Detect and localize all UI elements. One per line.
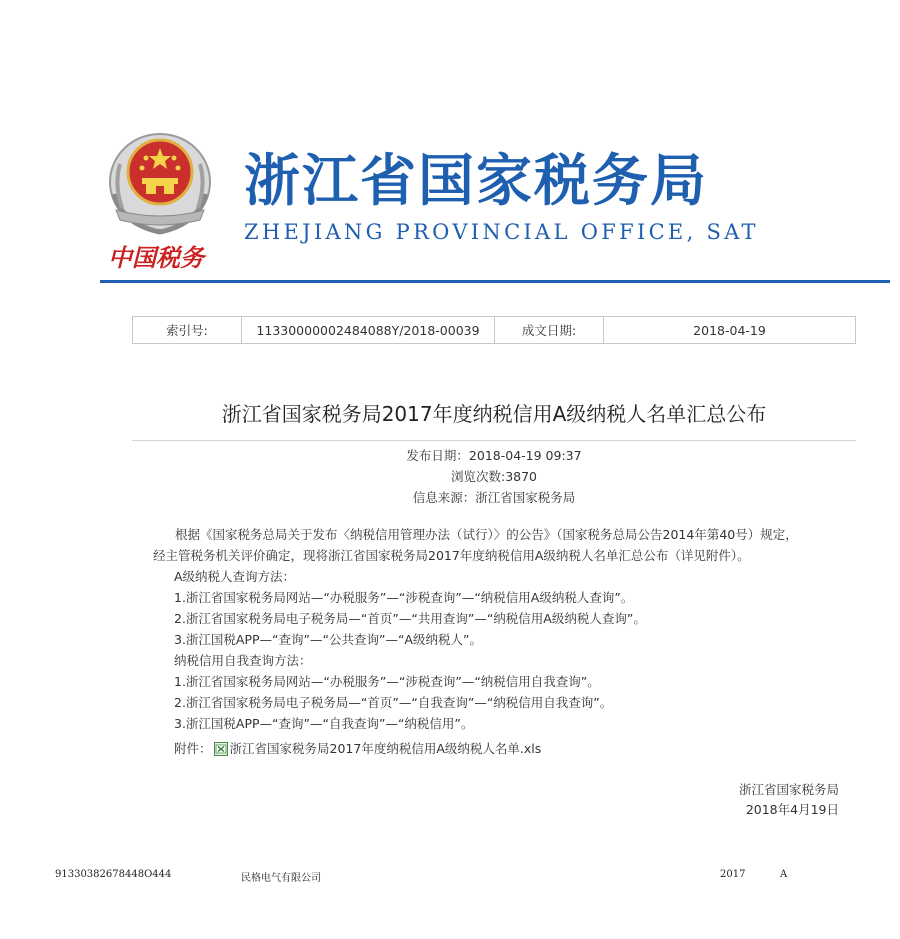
attachment-link[interactable]: 浙江省国家税务局2017年度纳税信用A级纳税人名单.xls	[229, 741, 542, 756]
national-emblem-icon	[102, 124, 218, 236]
title-divider	[132, 440, 856, 441]
header-divider	[100, 280, 890, 283]
excel-file-icon	[214, 742, 228, 756]
document-meta-table	[132, 316, 856, 344]
company-name: 民格电气有限公司	[241, 873, 321, 884]
article-intro	[153, 524, 853, 566]
list-item: 纳税信用自我查询方法：	[174, 653, 312, 668]
intro-line-1: 根据《国家税务总局关于发布〈纳税信用管理办法（试行）〉的公告》（国家税务总局公告2014年第40号）规定，	[175, 527, 798, 542]
query-method-list	[174, 566, 646, 734]
list-item: 1.浙江省国家税务局网站—“办税服务”—“涉税查询”—“纳税信用A级纳税人查询”。	[174, 590, 634, 605]
index-number-value: 11330000002484088Y/2018-00039	[242, 317, 495, 343]
attachment-label: 附件：	[174, 741, 212, 756]
list-item: 3.浙江国税APP—“查询”—“自我查询”—“纳税信用”。	[174, 716, 474, 731]
publish-date: 发布日期：2018-04-19 09:37	[406, 448, 582, 463]
list-item: 3.浙江国税APP—“查询”—“公共查询”—“A级纳税人”。	[174, 632, 482, 647]
index-number-label: 索引号:	[133, 317, 242, 343]
view-count: 浏览次数:3870	[450, 469, 538, 484]
signature-date: 2018年4月19日	[745, 802, 839, 817]
page-header	[100, 120, 890, 282]
info-source: 信息来源：浙江省国家税务局	[412, 490, 576, 505]
list-item: 1.浙江省国家税务局网站—“办税服务”—“涉税查询”—“纳税信用自我查询”。	[174, 674, 600, 689]
org-name-chinese: 浙江省国家税务局	[244, 149, 708, 214]
rating-year: 2017	[720, 869, 746, 880]
credit-grade: A	[780, 869, 788, 880]
article-title: 浙江省国家税务局2017年度纳税信用A级纳税人名单汇总公布	[221, 402, 767, 426]
list-item: 2.浙江省国家税务局电子税务局—“首页”—“共用查询”—“纳税信用A级纳税人查询”。	[174, 611, 646, 626]
list-item: A级纳税人查询方法：	[174, 569, 296, 584]
excerpt-row	[0, 869, 900, 885]
list-item: 2.浙江省国家税务局电子税务局—“首页”—“自我查询”—“纳税信用自我查询”。	[174, 695, 613, 710]
signature-org: 浙江省国家税务局	[738, 782, 839, 797]
publish-info	[132, 445, 856, 508]
org-name-english: ZHEJIANG PROVINCIAL OFFICE, SAT	[244, 220, 759, 244]
signature-block	[739, 780, 839, 820]
attachment-row	[174, 740, 541, 758]
document-date-label: 成文日期:	[495, 317, 604, 343]
document-date-value: 2018-04-19	[693, 322, 766, 338]
seal-calligraphy: 中国税务	[108, 243, 204, 272]
intro-line-2: 经主管税务机关评价确定，现将浙江省国家税务局2017年度纳税信用A级纳税人名单汇总公布（详见附件）。	[153, 548, 750, 563]
tax-id: 91330382678448O444	[55, 869, 172, 880]
